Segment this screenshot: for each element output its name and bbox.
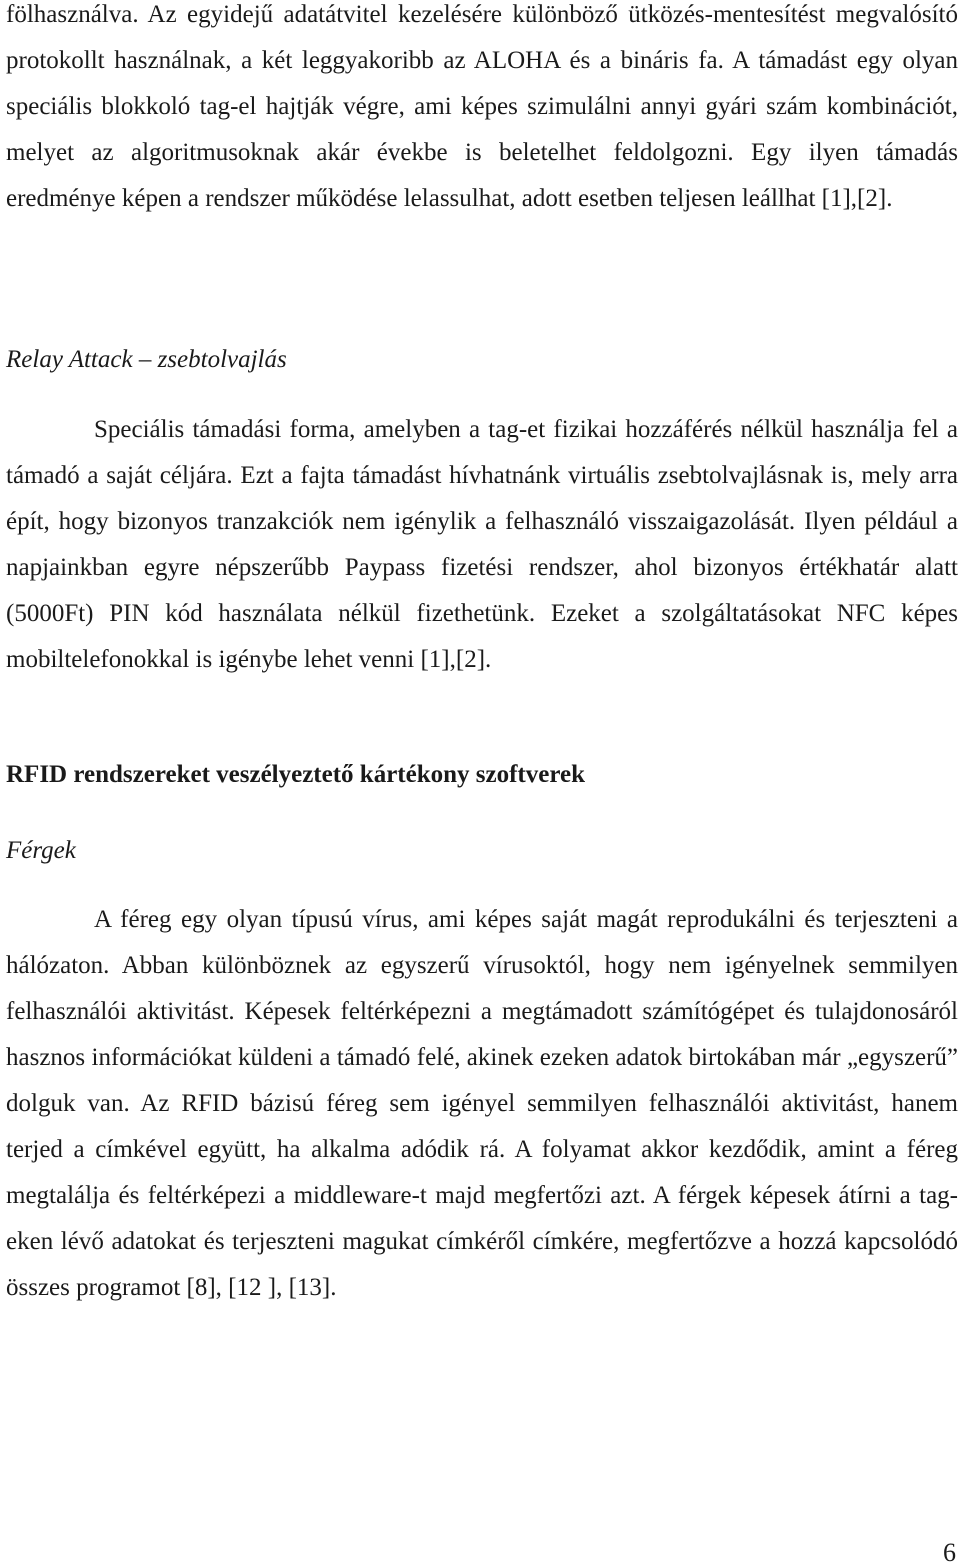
section-heading: RFID rendszereket veszélyeztető kártékony szoftverek <box>6 761 585 788</box>
subheading-worms: Férgek <box>6 837 76 864</box>
paragraph-relay-attack: Speciális támadási forma, amelyben a tag-et fizikai hozzáférés nélkül használja fel a támadó a saját céljára. Ezt a fajta támadást hívhatnánk virtuális zsebtolvajlásnak is, mely arra épít, hogy bizonyos tranzakciók nem igénylik a felhasználó visszaigazolását. Ilyen például a napjainkban egyre népszerűbb Paypass fizetési rendszer, ahol bizonyos értékhatár alatt (5000Ft) PIN kód használata nélkül fizethetünk. Ezeket a szolgáltatásokat NFC képes mobiltelefonokkal is igénybe lehet venni [1],[2]. <box>6 416 958 673</box>
paragraph-worms: A féreg egy olyan típusú vírus, ami képes saját magát reprodukálni és terjeszteni a hálózaton. Abban különböznek az egyszerű vírusoktól, hogy nem igényelnek semmilyen felhasználói aktivitást. Képesek feltérképezni a megtámadott számítógépet és tulajdonosáról hasznos információkat küldeni a támadó felé, akinek ezeken adatok birtokában már „egyszerű” dolguk van. Az RFID bázisú féreg sem igényel semmilyen felhasználói aktivitást, hanem terjed a címkével együtt, ha alkalma adódik rá. A folyamat akkor kezdődik, amint a féreg megtalálja és feltérképezi a middleware-t majd megfertőzi azt. A férgek képesek átírni a tag-eken lévő adatokat és terjeszteni magukat címkéről címkére, megfertőzve a hozzá kapcsolódó összes programot [8], [12 ], [13]. <box>6 906 958 1301</box>
page-number: 6 <box>943 1538 956 1567</box>
subheading-relay-attack: Relay Attack – zsebtolvajlás <box>6 346 287 373</box>
paragraph-intro: fölhasználva. Az egyidejű adatátvitel kezelésére különböző ütközés-mentesítést megvalósító protokollt használnak, a két leggyakoribb az ALOHA és a bináris fa. A támadást egy olyan speciális blokkoló tag-el hajtják végre, ami képes szimulálni annyi gyári szám kombinációt, melyet az algoritmusoknak akár évekbe is beletelhet feldolgozni. Egy ilyen támadás eredménye képen a rendszer működése lelassulhat, adott esetben teljesen leállhat [1],[2]. <box>6 1 958 212</box>
